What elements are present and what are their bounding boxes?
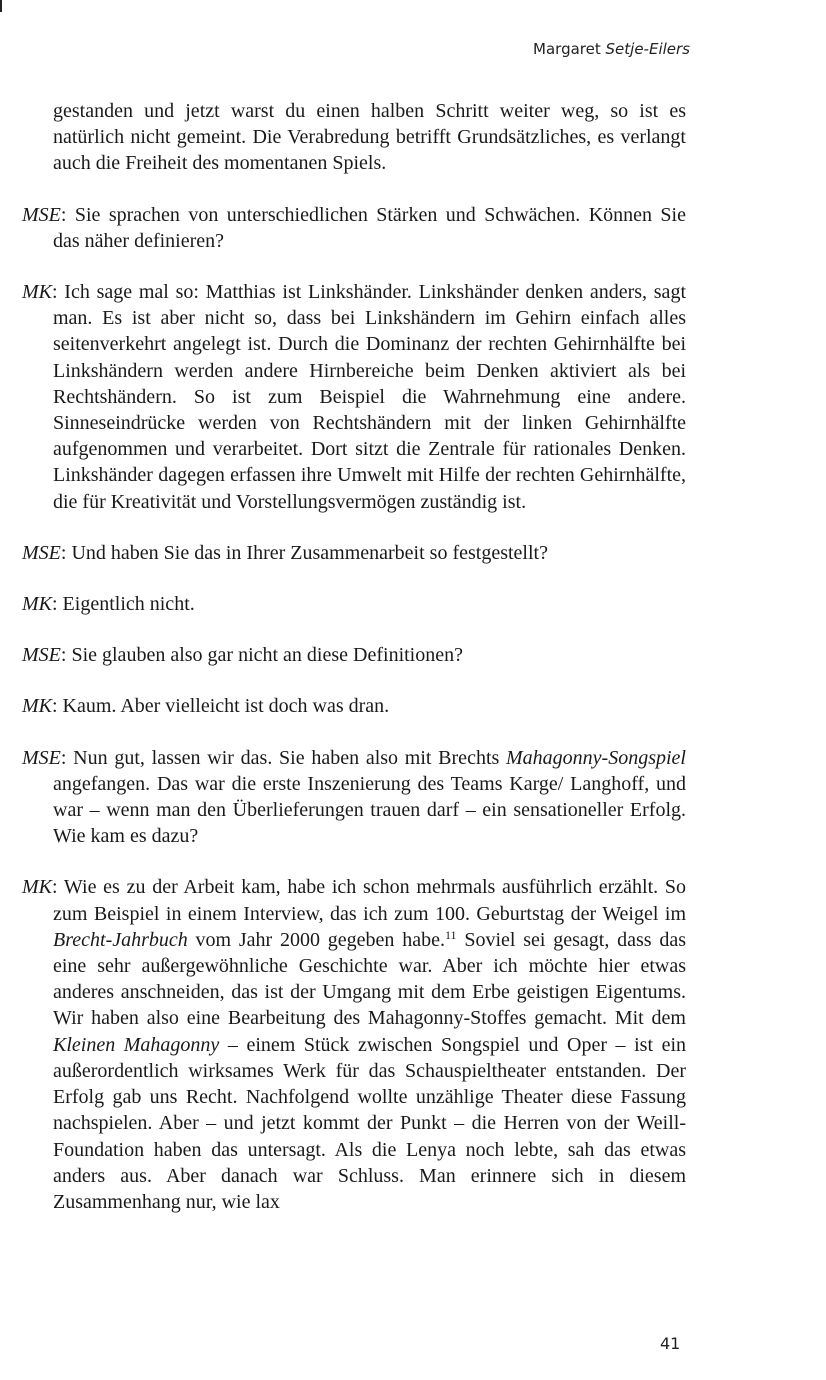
speaker-label: MSE <box>22 746 61 769</box>
running-header <box>533 40 690 58</box>
turn-text: vom Jahr 2000 gegeben habe. <box>187 928 445 951</box>
page-body <box>22 98 686 1240</box>
turn-text: angefangen. Das war die erste Inszenierung des Teams Karge/ Langhoff, und war – wenn man den Überlieferungen trauen darf – ein sensationeller Erfolg. Wie kam es dazu? <box>53 772 686 848</box>
speaker-label: MSE <box>22 203 61 226</box>
interview-turn <box>22 874 686 1215</box>
turn-text: : Und haben Sie das in Ihrer Zusammenarbeit so festgestellt? <box>60 541 548 564</box>
turn-text: – einem Stück zwischen Songspiel und Oper – ist ein außerordentlich wirksames Werk für das Schauspieltheater entstanden. Der Erfolg gab uns Recht. Nachfolgend wollte unzählige Theater diese Fassung nachspielen. Aber – und jetzt kommt der Punkt – die Herren von der Weill-Foundation haben das untersagt. Als die Lenya noch lebte, sah das etwas anders aus. Aber danach war Schluss. Man erinnere sich in diesem Zusammenhang nur, wie lax <box>53 1033 686 1213</box>
turn-text: : Wie es zu der Arbeit kam, habe ich schon mehrmals ausführlich erzählt. So zum Beispiel in einem Interview, das ich zum 100. Geburtstag der Weigel im <box>52 876 686 925</box>
turn-text: : Ich sage mal so: Matthias ist Linkshänder. Linkshänder denken anders, sagt man. Es ist aber nicht so, dass bei Linkshändern im Gehirn einfach alles seitenverkehrt angelegt ist. Durch die Dominanz der rechten Gehirnhälfte bei Linkshändern werden andere Hirnbereiche beim Denken aktiviert als bei Rechtshändern. So ist zum Beispiel die Wahrnehmung eine andere. Sinneseindrücke werden von Rechtshändern mit der linken Gehirnhälfte aufgenommen und verarbeitet. Dort sitzt die Zentrale für rationales Denken. Linkshänder dagegen erfassen ihre Umwelt mit Hilfe der rechten Gehirnhälfte, die für Kreativität und Vorstellungsvermögen zuständig ist. <box>52 281 686 513</box>
interview-turn <box>22 202 686 254</box>
author-last-name: Setje-Eilers <box>605 40 690 58</box>
speaker-label: MK <box>22 281 52 304</box>
turn-text: : Eigentlich nicht. <box>52 593 195 616</box>
author-first-name: Margaret <box>533 40 601 58</box>
speaker-label: MK <box>22 876 52 899</box>
turn-text: : Sie glauben also gar nicht an diese Definitionen? <box>60 644 463 667</box>
work-title: Kleinen Mahagonny <box>53 1033 220 1056</box>
interview-turn <box>22 591 686 617</box>
speaker-label: MK <box>22 593 52 616</box>
speaker-label: MSE <box>22 644 61 667</box>
page-number: 41 <box>660 1334 681 1353</box>
continued-paragraph <box>22 98 686 177</box>
paragraph-text: gestanden und jetzt warst du einen halben Schritt weiter weg, so ist es natürlich nicht gemeint. Die Verabredung betrifft Grundsätzliches, es verlangt auch die Freiheit des momentanen Spiels. <box>53 100 686 175</box>
interview-turn <box>22 279 686 515</box>
interview-turn <box>22 540 686 566</box>
work-title: Mahagonny-Songspiel <box>506 746 686 769</box>
work-title: Brecht-Jahrbuch <box>53 928 188 951</box>
turn-text: : Kaum. Aber vielleicht ist doch was dran. <box>52 695 390 718</box>
speaker-label: MSE <box>22 541 61 564</box>
turn-text: : Nun gut, lassen wir das. Sie haben also mit Brechts <box>60 746 507 769</box>
footnote-marker: 11 <box>444 927 457 942</box>
turn-text: Soviel sei gesagt, dass das eine sehr außergewöhnliche Geschichte war. Aber ich möchte hier etwas anderes anschneiden, das ist der Umgang mit dem Erbe geistigen Eigentums. Wir haben also eine Bearbeitung des Mahagonny-Stoffes gemacht. Mit dem <box>53 928 686 1030</box>
interview-turn <box>22 693 686 719</box>
turn-text: : Sie sprachen von unterschiedlichen Stärken und Schwächen. Können Sie das näher definieren? <box>53 203 686 252</box>
interview-turn <box>22 745 686 850</box>
interview-turn <box>22 642 686 668</box>
left-margin-rule <box>0 0 2 12</box>
speaker-label: MK <box>22 695 52 718</box>
